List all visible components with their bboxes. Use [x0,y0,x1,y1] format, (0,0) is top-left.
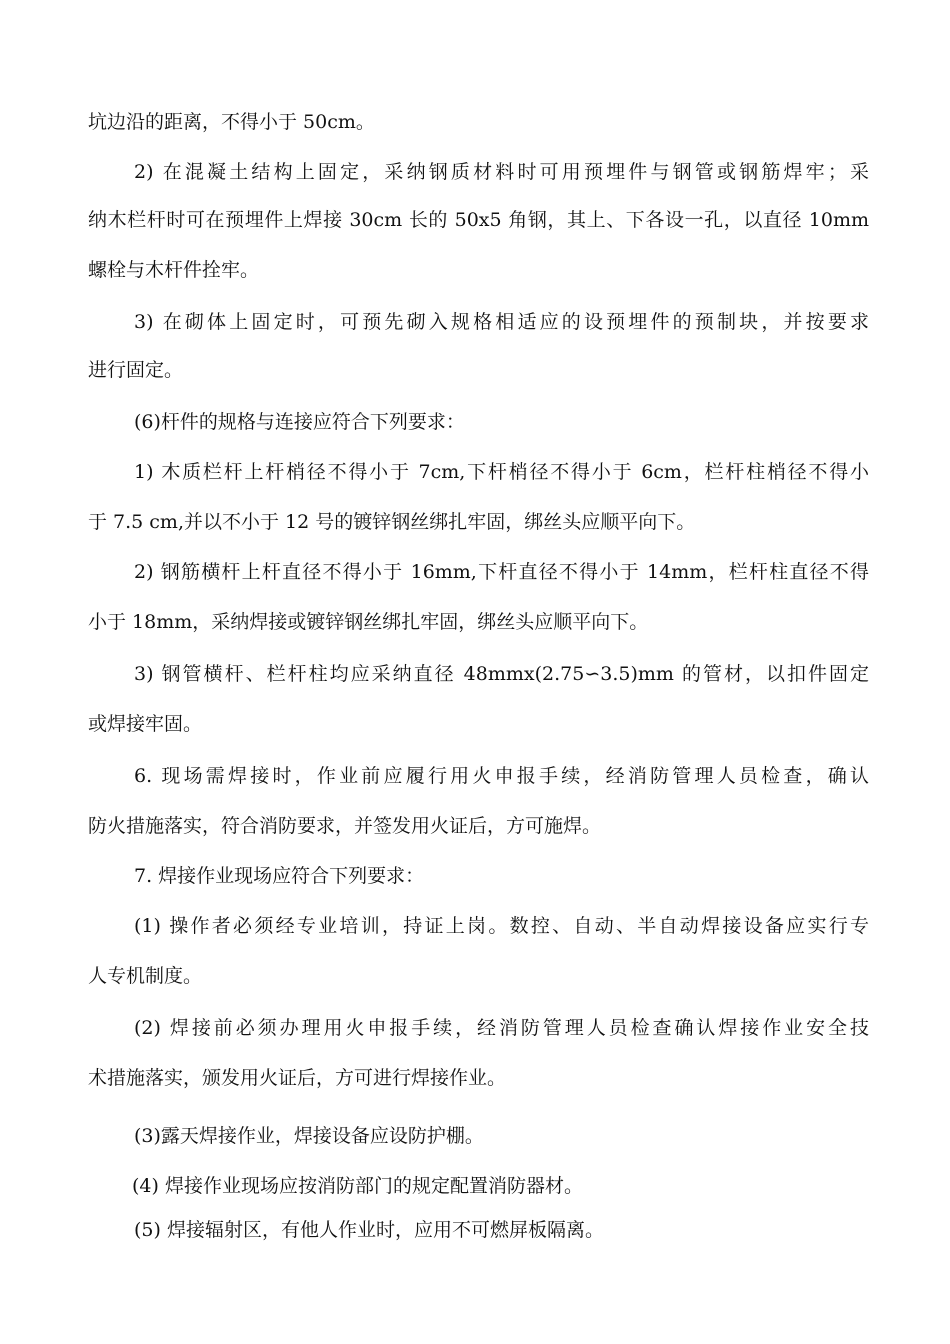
list-item-3: 3) 在砌体上固定时，可预先砌入规格相适应的设预埋件的预制块，并按要求 [134,311,869,333]
text-line: 小于 18mm，采纳焊接或镀锌钢丝绑扎牢固，绑丝头应顺平向下。 [88,611,649,633]
list-item-2: 2) 钢筋横杆上杆直径不得小于 16mm,下杆直径不得小于 14mm，栏杆柱直径不得 [134,561,869,583]
text-line: 坑边沿的距离，不得小于 50cm。 [88,111,375,133]
section-heading-6: (6)杆件的规格与连接应符合下列要求： [134,411,465,433]
paragraph-7: 7. 焊接作业现场应符合下列要求： [134,865,425,887]
text-line: 或焊接牢固。 [88,713,203,735]
list-item-1: (1) 操作者必须经专业培训，持证上岗。数控、自动、半自动焊接设备应实行专 [134,915,869,937]
list-item-2: 2) 在混凝土结构上固定，采纳钢质材料时可用预埋件与钢管或钢筋焊牢；采 [134,161,869,183]
text-line: 术措施落实，颁发用火证后，方可进行焊接作业。 [88,1067,507,1089]
text-line: 螺栓与木杆件拴牢。 [88,259,260,281]
list-item-1: 1) 木质栏杆上杆梢径不得小于 7cm,下杆梢径不得小于 6cm，栏杆柱梢径不得小 [134,461,869,483]
text-line: 于 7.5 cm,并以不小于 12 号的镀锌钢丝绑扎牢固，绑丝头应顺平向下。 [88,511,696,533]
text-line: 进行固定。 [88,359,184,381]
list-item-3: (3)露天焊接作业，焊接设备应设防护棚。 [134,1125,484,1147]
paragraph-6: 6. 现场需焊接时，作业前应履行用火申报手续，经消防管理人员检查，确认 [134,765,869,787]
list-item-2: (2) 焊接前必须办理用火申报手续，经消防管理人员检查确认焊接作业安全技 [134,1017,869,1039]
text-line: 纳木栏杆时可在预埋件上焊接 30cm 长的 50x5 角钢，其上、下各设一孔，以直径 10mm [88,209,869,231]
text-line: 人专机制度。 [88,965,203,987]
list-item-4: (4) 焊接作业现场应按消防部门的规定配置消防器材。 [132,1175,583,1197]
list-item-3: 3) 钢管横杆、栏杆柱均应采纳直径 48mmx(2.75∽3.5)mm 的管材，以扣件固定 [134,663,869,685]
text-line: 防火措施落实，符合消防要求，并签发用火证后，方可施焊。 [88,815,602,837]
list-item-5: (5) 焊接辐射区，有他人作业时，应用不可燃屏板隔离。 [134,1219,604,1241]
